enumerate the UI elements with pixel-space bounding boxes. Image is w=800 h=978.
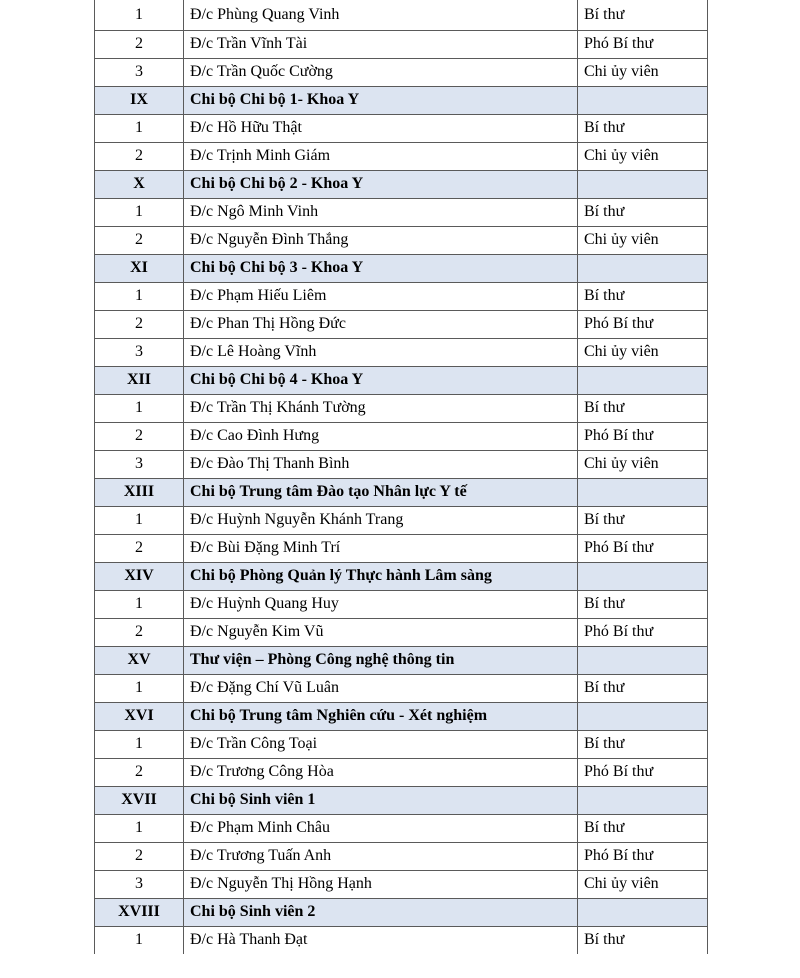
member-role (578, 254, 708, 282)
section-title: Chi bộ Chi bộ 1- Khoa Y (184, 86, 578, 114)
member-name: Đ/c Nguyễn Đình Thắng (184, 226, 578, 254)
table-row (95, 618, 708, 646)
section-row (95, 366, 708, 394)
member-role (578, 86, 708, 114)
member-role: Chi ủy viên (578, 142, 708, 170)
section-number: XIV (95, 562, 184, 590)
member-role (578, 786, 708, 814)
member-name: Đ/c Nguyễn Thị Hồng Hạnh (184, 870, 578, 898)
member-role: Chi ủy viên (578, 58, 708, 86)
member-role: Bí thư (578, 282, 708, 310)
row-number: 1 (95, 590, 184, 618)
section-title: Chi bộ Sinh viên 1 (184, 786, 578, 814)
member-role: Bí thư (578, 730, 708, 758)
member-role: Bí thư (578, 198, 708, 226)
row-number: 3 (95, 870, 184, 898)
member-name: Đ/c Phùng Quang Vinh (184, 0, 578, 30)
row-number: 2 (95, 842, 184, 870)
member-role: Chi ủy viên (578, 226, 708, 254)
section-title: Chi bộ Chi bộ 4 - Khoa Y (184, 366, 578, 394)
member-role (578, 898, 708, 926)
member-role (578, 562, 708, 590)
member-name: Đ/c Huỳnh Nguyễn Khánh Trang (184, 506, 578, 534)
member-name: Đ/c Đào Thị Thanh Bình (184, 450, 578, 478)
member-name: Đ/c Phan Thị Hồng Đức (184, 310, 578, 338)
section-title: Chi bộ Trung tâm Nghiên cứu - Xét nghiệm (184, 702, 578, 730)
table-row (95, 0, 708, 30)
row-number: 1 (95, 282, 184, 310)
member-role (578, 366, 708, 394)
member-role: Phó Bí thư (578, 30, 708, 58)
table-row (95, 674, 708, 702)
member-role: Bí thư (578, 114, 708, 142)
member-name: Đ/c Trần Công Toại (184, 730, 578, 758)
member-name: Đ/c Trương Công Hòa (184, 758, 578, 786)
row-number: 1 (95, 506, 184, 534)
member-role: Phó Bí thư (578, 534, 708, 562)
table-row (95, 394, 708, 422)
member-role: Phó Bí thư (578, 618, 708, 646)
table-row (95, 926, 708, 954)
table-row (95, 422, 708, 450)
row-number: 1 (95, 114, 184, 142)
row-number: 1 (95, 674, 184, 702)
section-row (95, 478, 708, 506)
section-row (95, 702, 708, 730)
section-title: Thư viện – Phòng Công nghệ thông tin (184, 646, 578, 674)
section-title: Chi bộ Chi bộ 2 - Khoa Y (184, 170, 578, 198)
table-row (95, 450, 708, 478)
table-row (95, 534, 708, 562)
row-number: 3 (95, 338, 184, 366)
section-row (95, 646, 708, 674)
member-name: Đ/c Ngô Minh Vinh (184, 198, 578, 226)
member-name: Đ/c Hà Thanh Đạt (184, 926, 578, 954)
member-role (578, 170, 708, 198)
member-role: Phó Bí thư (578, 310, 708, 338)
section-number: XV (95, 646, 184, 674)
section-row (95, 898, 708, 926)
table-row (95, 198, 708, 226)
member-role: Chi ủy viên (578, 338, 708, 366)
section-row (95, 170, 708, 198)
table-row (95, 58, 708, 86)
member-name: Đ/c Trần Quốc Cường (184, 58, 578, 86)
table-row (95, 758, 708, 786)
member-role: Bí thư (578, 394, 708, 422)
row-number: 3 (95, 58, 184, 86)
table-body (95, 0, 708, 954)
member-role: Bí thư (578, 674, 708, 702)
member-role: Chi ủy viên (578, 450, 708, 478)
row-number: 2 (95, 534, 184, 562)
section-number: X (95, 170, 184, 198)
member-name: Đ/c Phạm Hiếu Liêm (184, 282, 578, 310)
member-role: Chi ủy viên (578, 870, 708, 898)
member-name: Đ/c Trần Thị Khánh Tường (184, 394, 578, 422)
member-role: Bí thư (578, 506, 708, 534)
section-row (95, 86, 708, 114)
table-row (95, 870, 708, 898)
row-number: 3 (95, 450, 184, 478)
table-row (95, 142, 708, 170)
member-name: Đ/c Lê Hoàng Vĩnh (184, 338, 578, 366)
member-name: Đ/c Cao Đình Hưng (184, 422, 578, 450)
section-title: Chi bộ Phòng Quản lý Thực hành Lâm sàng (184, 562, 578, 590)
row-number: 2 (95, 422, 184, 450)
row-number: 1 (95, 730, 184, 758)
table-row (95, 730, 708, 758)
section-number: XIII (95, 478, 184, 506)
section-number: XVII (95, 786, 184, 814)
member-name: Đ/c Trịnh Minh Giám (184, 142, 578, 170)
table-row (95, 114, 708, 142)
member-role: Bí thư (578, 814, 708, 842)
row-number: 2 (95, 142, 184, 170)
member-name: Đ/c Bùi Đặng Minh Trí (184, 534, 578, 562)
table-row (95, 226, 708, 254)
member-name: Đ/c Phạm Minh Châu (184, 814, 578, 842)
section-number: XII (95, 366, 184, 394)
row-number: 2 (95, 30, 184, 58)
row-number: 1 (95, 926, 184, 954)
section-title: Chi bộ Sinh viên 2 (184, 898, 578, 926)
member-role (578, 702, 708, 730)
table-row (95, 590, 708, 618)
member-role (578, 646, 708, 674)
section-title: Chi bộ Chi bộ 3 - Khoa Y (184, 254, 578, 282)
row-number: 1 (95, 814, 184, 842)
section-number: IX (95, 86, 184, 114)
member-name: Đ/c Trương Tuấn Anh (184, 842, 578, 870)
row-number: 2 (95, 310, 184, 338)
table-row (95, 842, 708, 870)
member-name: Đ/c Huỳnh Quang Huy (184, 590, 578, 618)
member-role: Bí thư (578, 0, 708, 30)
row-number: 2 (95, 226, 184, 254)
table-row (95, 30, 708, 58)
table-row (95, 310, 708, 338)
member-name: Đ/c Nguyễn Kim Vũ (184, 618, 578, 646)
section-number: XI (95, 254, 184, 282)
row-number: 1 (95, 394, 184, 422)
member-role (578, 478, 708, 506)
row-number: 1 (95, 198, 184, 226)
section-row (95, 254, 708, 282)
member-role: Bí thư (578, 926, 708, 954)
row-number: 2 (95, 618, 184, 646)
member-role: Phó Bí thư (578, 422, 708, 450)
member-name: Đ/c Trần Vĩnh Tài (184, 30, 578, 58)
member-role: Phó Bí thư (578, 842, 708, 870)
section-row (95, 786, 708, 814)
member-name: Đ/c Hồ Hữu Thật (184, 114, 578, 142)
table-row (95, 338, 708, 366)
section-title: Chi bộ Trung tâm Đào tạo Nhân lực Y tế (184, 478, 578, 506)
section-number: XVI (95, 702, 184, 730)
table-row (95, 814, 708, 842)
row-number: 2 (95, 758, 184, 786)
member-role: Phó Bí thư (578, 758, 708, 786)
member-role: Bí thư (578, 590, 708, 618)
row-number: 1 (95, 0, 184, 30)
section-number: XVIII (95, 898, 184, 926)
table-row (95, 282, 708, 310)
party-committee-table (94, 0, 708, 954)
section-row (95, 562, 708, 590)
member-name: Đ/c Đặng Chí Vũ Luân (184, 674, 578, 702)
table-row (95, 506, 708, 534)
